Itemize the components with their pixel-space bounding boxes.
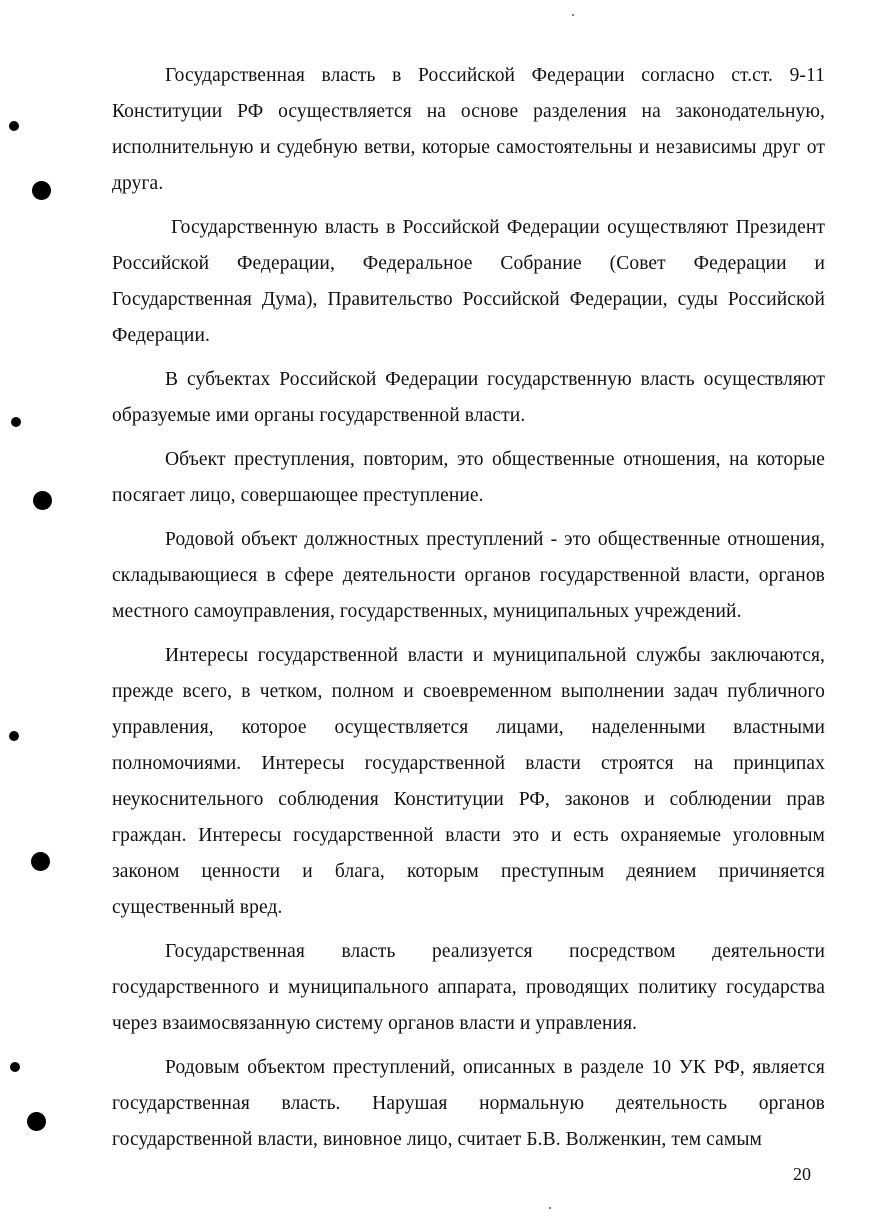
page-number: 20 [793, 1164, 811, 1184]
paragraph: Государственная власть реализуется посредством деятельности государственного и муниципального аппарата, проводящих политику государства через взаимосвязанную систему органов власти и управления. [112, 941, 825, 1034]
punch-hole-mark [9, 121, 19, 131]
paragraph: Государственная власть в Российской Федерации согласно ст.ст. 9-11 Конституции РФ осуществляется на основе разделения на законодательную, исполнительную и судебную ветви, которые самостоятельны и независимы друг от друга. [112, 65, 825, 194]
paragraph: В субъектах Российской Федерации государственную власть осуществляют образуемые ими органы государственной власти. [112, 369, 825, 426]
paragraph: Интересы государственной власти и муниципальной службы заключаются, прежде всего, в четком, полном и своевременном выполнении задач публичного управления, которое осуществляется лицами, наделенными властными полномочиями. Интересы государственной власти строятся на принципах неукоснительного соблюдения Конституции РФ, законов и соблюдении прав граждан. Интересы государственной власти это и есть охраняемые уголовным законом ценности и блага, которым преступным деянием причиняется существенный вред. [112, 645, 825, 918]
punch-hole-mark [11, 417, 21, 427]
paragraph: Объект преступления, повторим, это общественные отношения, на которые посягает лицо, совершающее преступление. [112, 449, 825, 506]
punch-hole [33, 491, 52, 510]
paragraph: Родовой объект должностных преступлений - это общественные отношения, складывающиеся в сфере деятельности органов государственной власти, органов местного самоуправления, государственных, муниципальных учреждений. [112, 529, 825, 622]
punch-hole [32, 181, 51, 200]
scan-speck [572, 14, 574, 16]
punch-hole [27, 1112, 46, 1131]
paragraph: Государственную власть в Российской Федерации осуществляют Президент Российской Федерации, Федеральное Собрание (Совет Федерации и Государственная Дума), Правительство Российской Федерации, суды Российской Федерации. [112, 217, 825, 346]
paragraph: Родовым объектом преступлений, описанных в разделе 10 УК РФ, является государственная власть. Нарушая нормальную деятельность органов государственной власти, виновное лицо, считает Б.В. Волженкин, тем самым [112, 1057, 825, 1150]
punch-hole-mark [9, 731, 19, 741]
scan-speck [549, 1207, 551, 1209]
punch-hole-mark [10, 1062, 20, 1072]
body-text [112, 58, 825, 1166]
punch-hole [31, 852, 50, 871]
